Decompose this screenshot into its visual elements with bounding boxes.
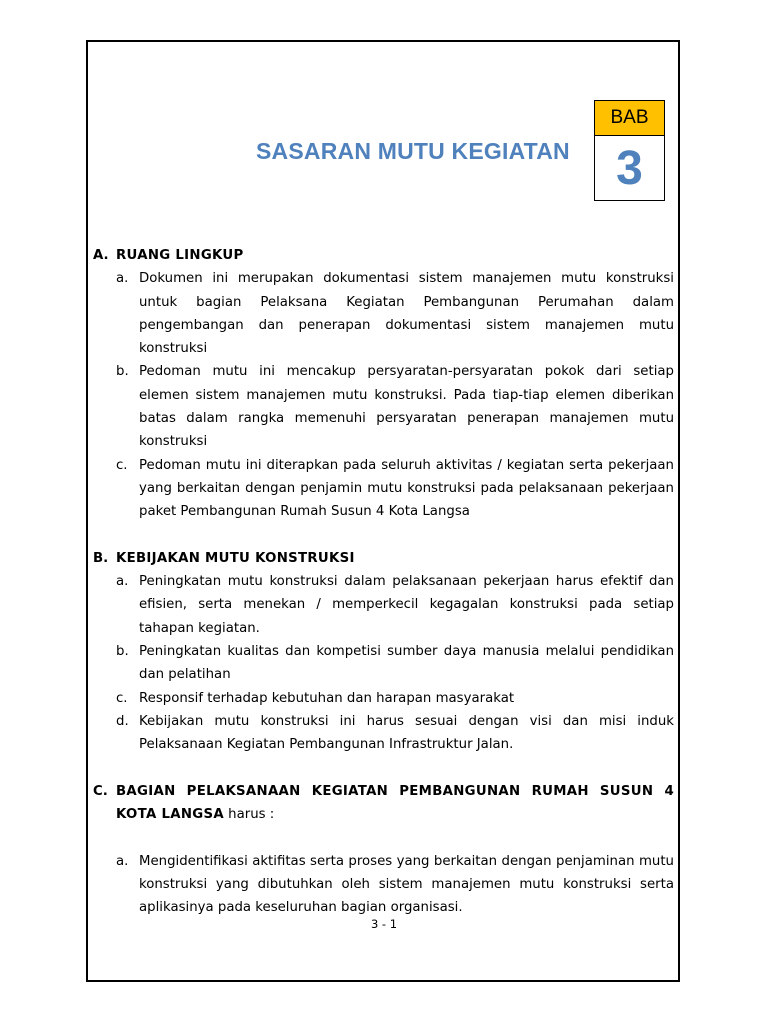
section-title: KEBIJAKAN MUTU KONSTRUKSI: [116, 550, 355, 566]
section-title-suffix: harus :: [223, 807, 275, 823]
list-item: [93, 570, 674, 640]
document-body: [93, 244, 674, 943]
list-item-letter: a.: [116, 853, 129, 869]
list-item-letter: b.: [116, 364, 129, 380]
chapter-number: 3: [616, 142, 643, 195]
list-item: [93, 640, 674, 687]
chapter-label: BAB: [595, 101, 664, 136]
list-item-text: Peningkatan kualitas dan kompetisi sumber daya manusia melalui pendidikan dan pelatihan: [139, 644, 674, 683]
list-item-text: Peningkatan mutu konstruksi dalam pelaksanaan pekerjaan harus efektif dan efisien, serta menekan / memperkecil kegagalan konstruksi pada setiap tahapan kegiatan.: [139, 574, 674, 636]
section-heading: [93, 547, 674, 570]
list-item: [93, 710, 674, 757]
section-ruang-lingkup: [93, 244, 674, 524]
list-item: [93, 267, 674, 360]
section-heading: [93, 244, 674, 267]
section-heading: [93, 780, 674, 827]
list-item-text: Pedoman mutu ini mencakup persyaratan-persyaratan pokok dari setiap elemen sistem manajemen mutu konstruksi. Pada tiap-tiap elemen diberikan batas dalam rangka memenuhi persyaratan penerapan manajemen mutu konstruksi: [139, 364, 674, 450]
list-item-letter: c.: [116, 457, 128, 473]
list-item-letter: d.: [116, 713, 129, 729]
list-item-text: Kebijakan mutu konstruksi ini harus sesuai dengan visi dan misi induk Pelaksanaan Kegiatan Pembangunan Infrastruktur Jalan.: [139, 713, 674, 753]
section-letter: A.: [93, 248, 109, 263]
section-kebijakan-mutu: [93, 547, 674, 757]
list-item-text: Pedoman mutu ini diterapkan pada seluruh aktivitas / kegiatan serta pekerjaan yang berkaitan dengan penjamin mutu konstruksi pada pelaksanaan pekerjaan paket Pembangunan Rumah Susun 4 Kota Langsa: [139, 457, 674, 520]
list-item: [93, 454, 674, 524]
list-item-text: Mengidentifikasi aktifitas serta proses yang berkaitan dengan penjaminan mutu konstruksi yang dibutuhkan oleh sistem manajemen mutu konstruksi serta aplikasinya pada keseluruhan bagian organisasi.: [139, 853, 674, 916]
list-item-letter: b.: [116, 644, 129, 660]
list-item-text: Responsif terhadap kebutuhan dan harapan masyarakat: [139, 690, 515, 706]
section-letter: B.: [93, 550, 109, 566]
list-item-letter: a.: [116, 271, 129, 287]
section-title-block: [116, 780, 674, 827]
page-title: SASARAN MUTU KEGIATAN: [256, 138, 570, 164]
list-item: [93, 360, 674, 453]
list-item-letter: c.: [116, 690, 128, 706]
section-title: RUANG LINGKUP: [116, 248, 244, 263]
page-number: 3 - 1: [370, 917, 398, 931]
section-letter: C.: [93, 783, 108, 799]
list-item-letter: a.: [116, 574, 129, 590]
list-item: [93, 850, 674, 920]
list-item-text: Dokumen ini merupakan dokumentasi sistem manajemen mutu konstruksi untuk bagian Pelaksana Kegiatan Pembangunan Perumahan dalam pengembangan dan penerapan dokumentasi sistem manajemen mutu konstruksi: [139, 271, 674, 357]
spacer: [93, 826, 674, 849]
section-bagian-pelaksanaan: [93, 780, 674, 920]
section-title: BAGIAN PELAKSANAAN KEGIATAN PEMBANGUNAN RUMAH SUSUN 4 KOTA LANGSA: [116, 783, 674, 823]
list-item: [93, 687, 674, 710]
chapter-badge: [594, 100, 665, 201]
